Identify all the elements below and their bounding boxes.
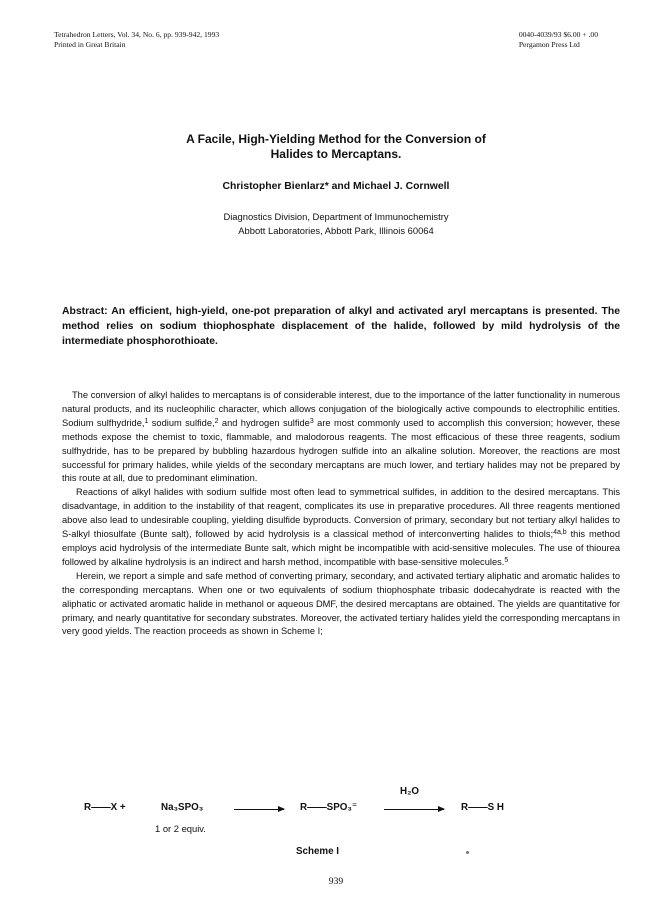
ref-3: 3: [309, 417, 314, 425]
abstract-text: An efficient, high-yield, one-pot preparation of alkyl and activated aryl mercaptans is presented. The method relies on sodium thiophosphate displacement of the halide, followed by mild hydrolysis of the intermediate phosphorothioate.: [62, 306, 620, 347]
paragraph-3: Herein, we report a simple and safe method of converting primary, secondary, and activated tertiary aliphatic and aromatic halides to the corresponding mercaptans. When one or two equivalents of sodium thiophosphate tribasic dodecahydrate is reacted with the aliphatic or activated aromatic halide in methanol or aqueous DMF, the desired mercaptans are obtained. The yields are quantitative for primary, and nearly quantitative for secondary substrates. Moreover, the activated tertiary halides yield the corresponding mercaptans in very good yields. The reaction proceeds as shown in Scheme I;: [62, 570, 620, 637]
article-title: [0, 132, 672, 161]
authors: Christopher Bienlarz* and Michael J. Cornwell: [222, 181, 450, 192]
p2-text-b: this method employs acid hydrolysis of the intermediate Bunte salt, which might be incompatible with acid-sensitive molecules. The use of thiourea followed by alkaline hydrolysis is an indirect and harsh method, incompatible with base-sensitive molecules.: [62, 529, 620, 567]
printed-in: Printed in Great Britain: [54, 40, 126, 49]
reaction-arrow-2: [384, 809, 444, 810]
p1-text-a: The conversion of alkyl halides to mercaptans is of considerable interest, due to the importance of the latter functionality in numerous natural products, and its nucleophilic character, which allows conjugation of the biologically active compounds to electrophilic entities. Sodium sulfhydride,: [62, 390, 620, 428]
affiliation-line-1: Diagnostics Division, Department of Immunochemistry: [223, 211, 449, 222]
scheme-water: H₂O: [400, 786, 420, 797]
journal-header-left: [54, 30, 219, 50]
p2-text-a: Reactions of alkyl halides with sodium sulfide most often lead to symmetrical sulfides, in addition to the desired mercaptans. This disadvantage, in addition to the instability of that reagent, complicates its use in preparative procedures. All three reagents mentioned above also lead to undesirable coupling, yielding disulfide byproducts. Conversion of primary, secondary but not tertiary alkyl halides to S-alkyl thiosulfate (Bunte salt), followed by acid hydrolysis is a classical method of interconverting halides to thiols;: [62, 487, 620, 540]
p1-text-d: are most commonly used to accomplish this conversion; however, these methods expose the chemist to toxic, flammable, and malodorous reagents. The most efficacious of these three reagents, sodium sulfhydride, has to be prepared by bubbling hazardous hydrogen sulfide into an alkaline solution. Moreover, the reactions are most successful for primary halides, while yields of the secondary mercaptans are much lower, and tertiary halides may not be prepared by this route at all, due to predominant elimination.: [62, 417, 621, 484]
title-line-1: A Facile, High-Yielding Method for the Conversion of: [186, 132, 486, 146]
title-line-2: Halides to Mercaptans.: [270, 146, 402, 161]
scheme-equivalents: 1 or 2 equiv.: [155, 823, 206, 834]
scheme-label: Scheme I: [296, 846, 340, 857]
ref-1: 1: [144, 417, 149, 425]
affiliation: [0, 210, 672, 237]
publisher: Pergamon Press Ltd: [518, 40, 580, 49]
article-code: 0040-4039/93 $6.00 + .00: [518, 30, 598, 39]
journal-header-right: [519, 30, 598, 50]
abstract-label: Abstract:: [62, 306, 108, 317]
ref-4ab: 4a,b: [553, 529, 567, 537]
affiliation-line-2: Abbott Laboratories, Abbott Park, Illinois 60064: [238, 224, 434, 236]
p1-text-c: and hydrogen sulfide: [218, 417, 310, 428]
scheme-reagent: Na₃SPO₃: [161, 802, 204, 813]
paragraph-2: [62, 486, 620, 569]
ref-5: 5: [504, 556, 509, 564]
scheme-reactant: R——X +: [84, 802, 126, 813]
page-speck: [466, 851, 469, 854]
scheme-product: R——S H: [461, 802, 505, 813]
ref-2: 2: [214, 417, 219, 425]
abstract: [62, 304, 620, 349]
journal-citation: Tetrahedron Letters, Vol. 34, No. 6, pp. 939-942, 1993: [54, 30, 220, 39]
scheme-intermediate: R——SPO₃⁼: [300, 802, 358, 813]
page-number: 939: [328, 876, 344, 887]
reaction-arrow-1: [234, 809, 284, 810]
p1-text-b: sodium sulfide,: [148, 417, 215, 428]
body-text: [62, 389, 620, 639]
paragraph-1: [62, 389, 620, 486]
